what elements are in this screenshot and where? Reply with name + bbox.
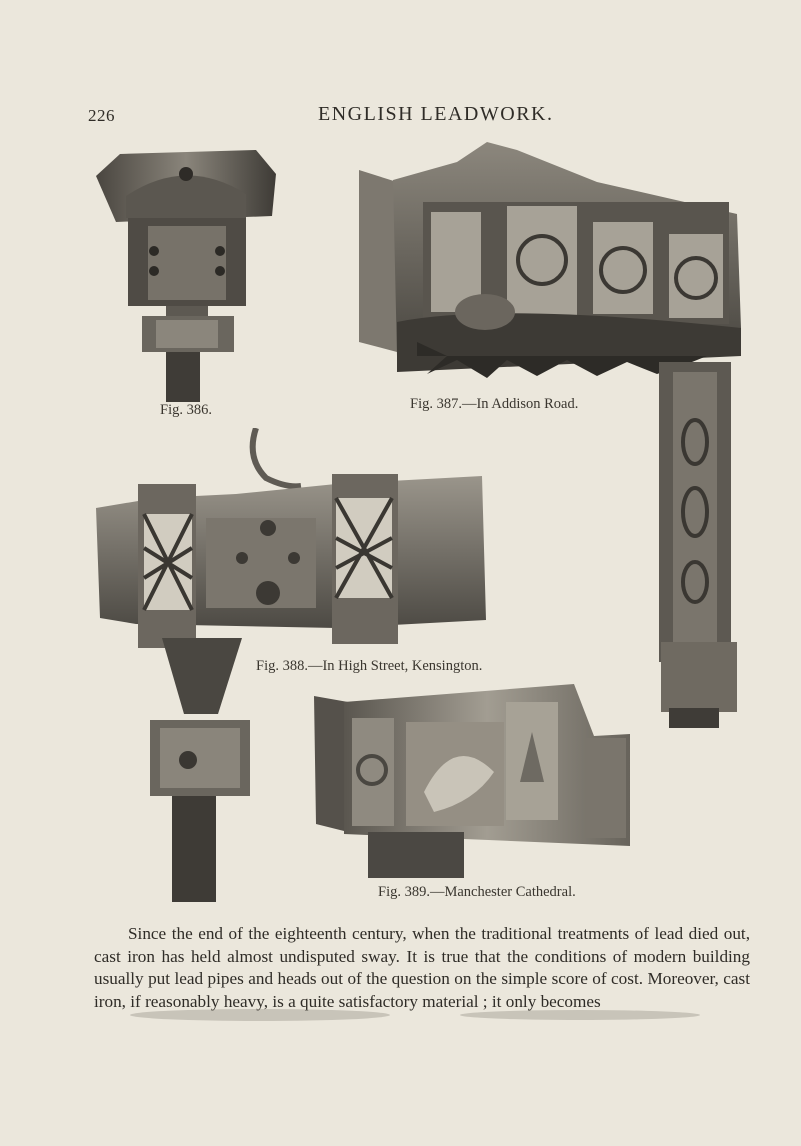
fig-389-image: [314, 682, 630, 878]
fig-389-caption: Fig. 389.—Manchester Cathedral.: [378, 884, 576, 900]
page-number: 226: [88, 106, 115, 125]
running-head: ENGLISH LEADWORK.: [318, 103, 554, 125]
body-paragraph: [94, 923, 750, 1013]
body-paragraph-text: Since the end of the eighteenth century, when the traditional treatments of lead died out, cast iron has held almost undisputed sway. It is true that the conditions of modern building usually put lead pipes and heads out of the question on the simple score of cost. Moreover, cast iron, if reasonably heavy, is a quite satisfactory material ; it only becomes: [94, 924, 750, 1011]
print-smudge: [110, 1004, 730, 1026]
fig-386-image: [96, 146, 278, 402]
fig-386-caption: Fig. 386.: [160, 402, 212, 418]
fig-388-caption: Fig. 388.—In High Street, Kensington.: [256, 658, 483, 674]
fig-387-caption: Fig. 387.—In Addison Road.: [410, 396, 579, 412]
